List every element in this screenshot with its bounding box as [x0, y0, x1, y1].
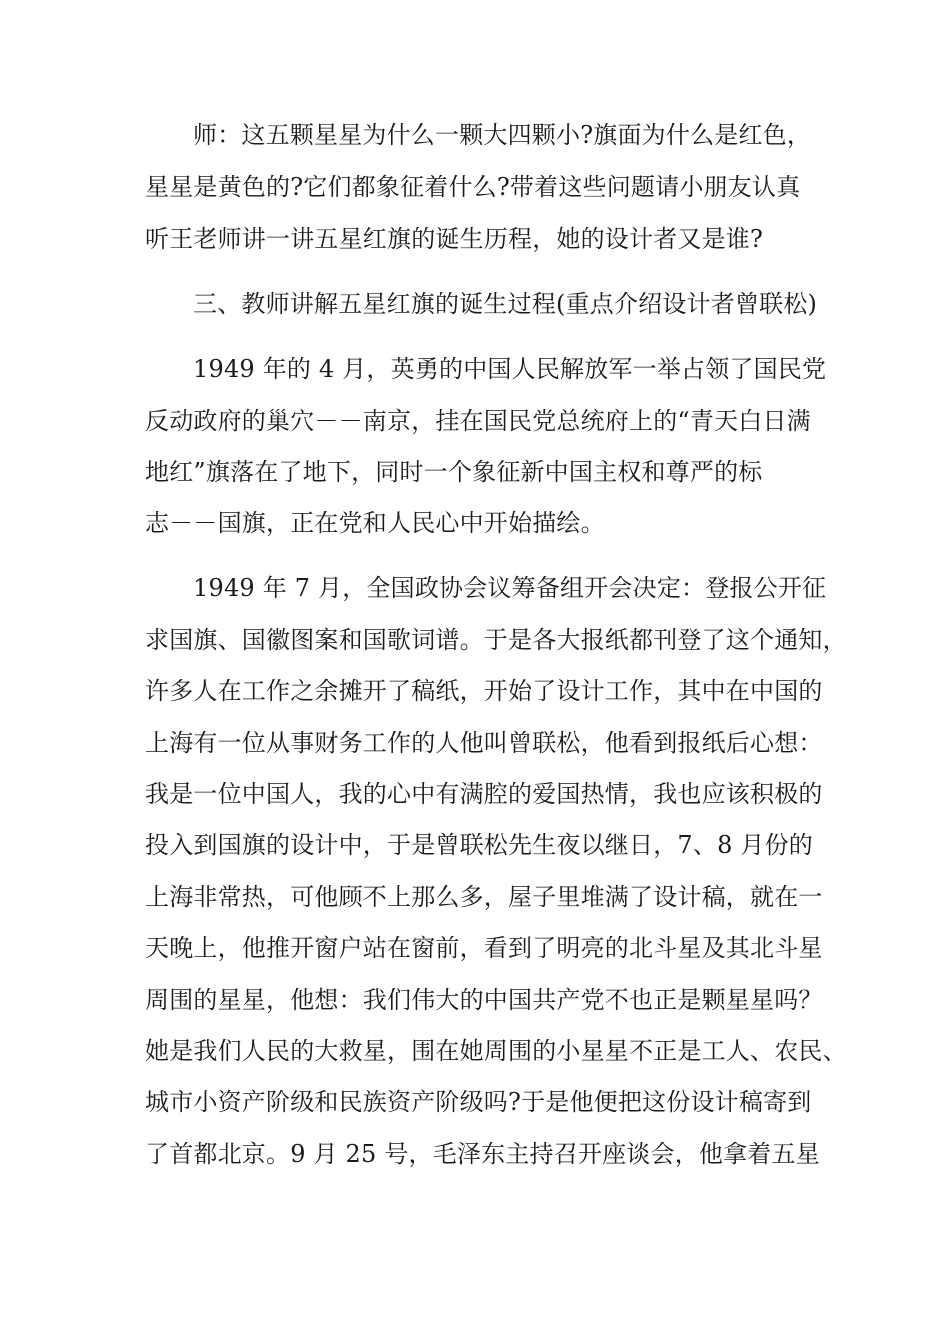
paragraph-2-line-2: 反动政府的巢穴－－南京，挂在国民党总统府上的“青天白日满	[145, 407, 811, 435]
paragraph-1-line-3: 听王老师讲一讲五星红旗的诞生历程，她的设计者又是谁?	[145, 225, 764, 253]
paragraph-3-line-7: 上海非常热，可他顾不上那么多，屋子里堆满了设计稿，就在一	[145, 883, 823, 911]
paragraph-2-line-1: 1949 年的 4 月，英勇的中国人民解放军一举占领了国民党	[193, 355, 827, 383]
paragraph-1-line-1: 师：这五颗星星为什么一颗大四颗小?旗面为什么是红色，	[193, 121, 812, 149]
paragraph-3-line-8: 天晚上，他推开窗户站在窗前，看到了明亮的北斗星及其北斗星	[145, 934, 823, 962]
paragraph-3-line-2: 求国旗、国徽图案和国歌词谱。于是各大报纸都刊登了这个通知，	[145, 626, 847, 654]
paragraph-3-line-5: 我是一位中国人，我的心中有满腔的爱国热情，我也应该积极的	[145, 780, 823, 808]
paragraph-2-line-3: 地红”旗落在了地下，同时一个象征新中国主权和尊严的标	[145, 458, 763, 486]
paragraph-3-line-9: 周围的星星，他想：我们伟大的中国共产党不也正是颗星星吗？	[145, 986, 823, 1014]
paragraph-3-line-4: 上海有一位从事财务工作的人他叫曾联松，他看到报纸后心想：	[145, 729, 823, 757]
paragraph-3-line-10: 她是我们人民的大救星，围在她周围的小星星不正是工人、农民、	[145, 1037, 847, 1065]
paragraph-2-line-4: 志－－国旗，正在党和人民心中开始描绘。	[145, 509, 605, 537]
paragraph-3-line-6: 投入到国旗的设计中，于是曾联松先生夜以继日，7、8 月份的	[145, 831, 813, 859]
paragraph-3-line-12: 了首都北京。9 月 25 号，毛泽东主持召开座谈会，他拿着五星	[145, 1140, 820, 1168]
paragraph-3-line-1: 1949 年 7 月，全国政协会议筹备组开会决定：登报公开征	[193, 574, 827, 602]
paragraph-3-line-3: 许多人在工作之余摊开了稿纸，开始了设计工作，其中在中国的	[145, 677, 823, 705]
paragraph-1-line-2: 星星是黄色的?它们都象征着什么?带着这些问题请小朋友认真	[145, 173, 801, 201]
section-heading: 三、教师讲解五星红旗的诞生过程(重点介绍设计者曾联松)	[193, 290, 818, 318]
paragraph-3-line-11: 城市小资产阶级和民族资产阶级吗?于是他便把这份设计稿寄到	[145, 1088, 812, 1116]
